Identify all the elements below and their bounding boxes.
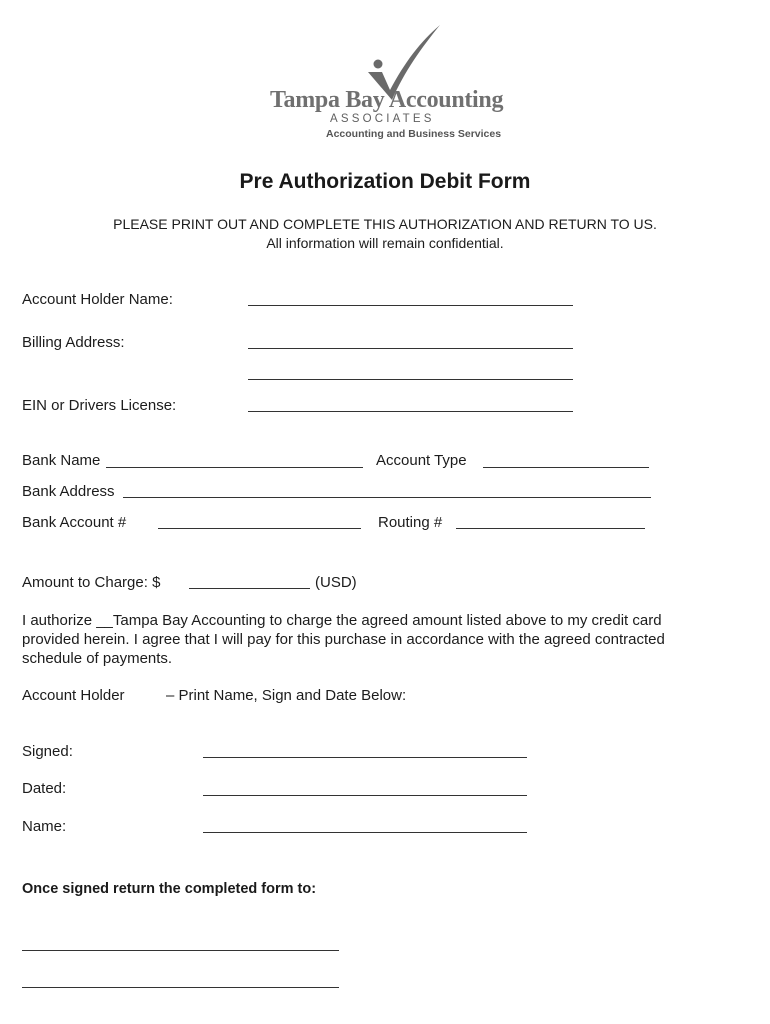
return-address-line-2[interactable]	[22, 987, 339, 988]
ein-license-field[interactable]	[248, 411, 573, 412]
bank-address-field[interactable]	[123, 497, 651, 498]
instruction-line-2: All information will remain confidential.	[266, 235, 504, 251]
signed-label: Signed:	[22, 743, 73, 760]
amount-to-charge-label: Amount to Charge: $	[22, 574, 161, 591]
name-field[interactable]	[203, 832, 527, 833]
account-holder-heading: Account Holder	[22, 687, 125, 704]
billing-address-field-line-1[interactable]	[248, 348, 573, 349]
form-title: Pre Authorization Debit Form	[239, 170, 531, 193]
routing-label: Routing #	[378, 514, 443, 531]
bank-account-label: Bank Account #	[22, 514, 127, 531]
logo-company-name: Tampa Bay Accounting	[270, 87, 504, 113]
account-holder-name-field[interactable]	[248, 305, 573, 306]
bank-address-label: Bank Address	[22, 483, 115, 500]
return-heading: Once signed return the completed form to:	[22, 881, 317, 897]
account-type-field[interactable]	[483, 467, 649, 468]
date-field[interactable]	[203, 795, 527, 796]
name-label: Name:	[22, 818, 67, 835]
billing-address-field-line-2[interactable]	[248, 379, 573, 380]
logo-associates: ASSOCIATES	[330, 113, 435, 125]
account-type-label: Account Type	[376, 452, 467, 469]
signature-field[interactable]	[203, 757, 527, 758]
ein-license-label: EIN or Drivers License:	[22, 397, 177, 414]
account-holder-name-label: Account Holder Name:	[22, 291, 173, 308]
bank-name-label: Bank Name	[22, 452, 101, 469]
dated-label: Dated:	[22, 780, 67, 797]
routing-field[interactable]	[456, 528, 645, 529]
instruction-line-1: PLEASE PRINT OUT AND COMPLETE THIS AUTHORIZATION AND RETURN TO US.	[113, 216, 657, 232]
bank-name-field[interactable]	[106, 467, 363, 468]
bank-account-field[interactable]	[158, 528, 361, 529]
return-address-line-1[interactable]	[22, 950, 339, 951]
logo-tagline: Accounting and Business Services	[326, 128, 502, 140]
billing-address-label: Billing Address:	[22, 334, 125, 351]
amount-field[interactable]	[189, 588, 310, 589]
currency-label: (USD)	[315, 574, 357, 591]
signature-instruction: – Print Name, Sign and Date Below:	[166, 687, 407, 704]
authorization-text: I authorize __Tampa Bay Accounting to charge the agreed amount listed above to my credit card provided herein. I agree that I will pay for this purchase in accordance with the agreed contracted schedule of payments.	[22, 612, 665, 667]
